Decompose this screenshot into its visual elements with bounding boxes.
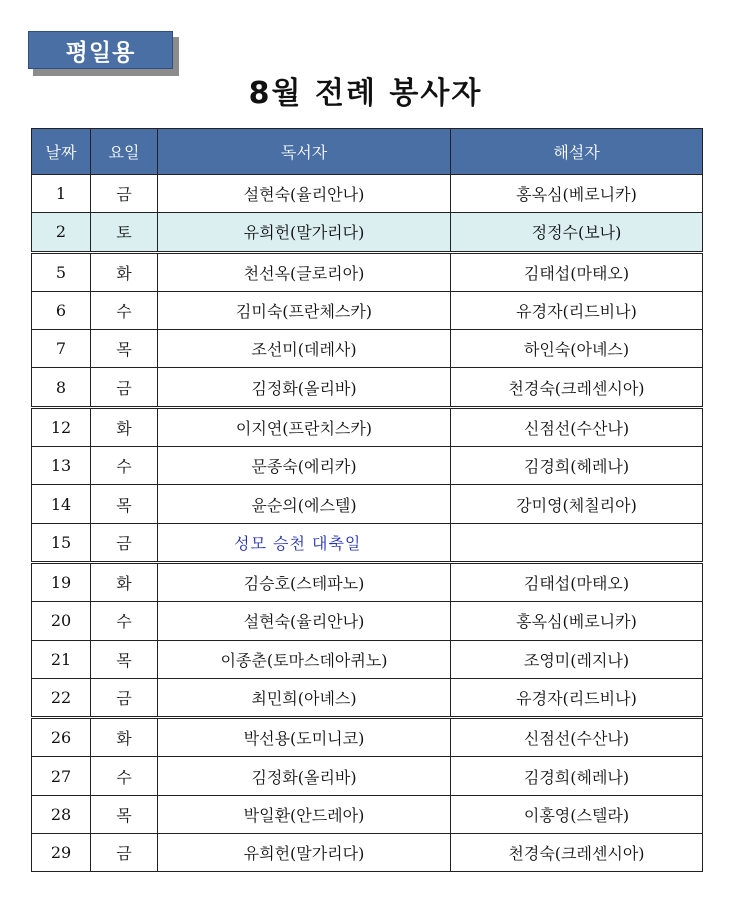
table-row [32,213,703,252]
commentator-cell: 신점선(수산나) [451,718,703,757]
reader-cell: 성모 승천 대축일 [158,523,451,562]
table-row [32,447,703,485]
table-row [32,640,703,678]
reader-cell: 설현숙(율리안나) [158,175,451,213]
commentator-cell: 유경자(리드비나) [451,678,703,717]
reader-cell: 유희헌(말가리다) [158,213,451,252]
page-title: 8월 전례 봉사자 [248,76,483,111]
reader-cell: 윤순의(에스텔) [158,485,451,523]
reader-cell: 천선옥(글로리아) [158,252,451,291]
date-cell: 20 [32,602,91,640]
table-row [32,678,703,717]
reader-cell: 유희헌(말가리다) [158,834,451,872]
reader-cell: 설현숙(율리안나) [158,602,451,640]
table-row [32,485,703,523]
date-cell: 19 [32,562,91,601]
table-row [32,562,703,601]
day-cell: 목 [91,485,158,523]
date-cell: 8 [32,368,91,407]
date-cell: 6 [32,291,91,329]
day-cell: 수 [91,291,158,329]
date-cell: 28 [32,795,91,833]
commentator-cell: 강미영(체칠리아) [451,485,703,523]
commentator-cell: 홍옥심(베로니카) [451,602,703,640]
reader-cell: 최민희(아녜스) [158,678,451,717]
table-row [32,757,703,795]
reader-cell: 박일환(안드레아) [158,795,451,833]
table-row [32,834,703,872]
date-cell: 13 [32,447,91,485]
header-date: 날짜 [32,129,91,175]
commentator-cell: 천경숙(크레센시아) [451,368,703,407]
date-cell: 29 [32,834,91,872]
day-cell: 금 [91,523,158,562]
commentator-cell: 김경희(헤레나) [451,447,703,485]
commentator-cell: 유경자(리드비나) [451,291,703,329]
day-cell: 금 [91,678,158,717]
day-cell: 목 [91,330,158,368]
date-cell: 22 [32,678,91,717]
weekday-badge: 평일용 [28,31,173,69]
reader-cell: 김미숙(프란체스카) [158,291,451,329]
reader-cell: 김승호(스테파노) [158,562,451,601]
commentator-cell: 조영미(레지나) [451,640,703,678]
table-row [32,795,703,833]
date-cell: 14 [32,485,91,523]
table-header-row [32,129,703,175]
day-cell: 토 [91,213,158,252]
day-cell: 금 [91,175,158,213]
date-cell: 12 [32,407,91,446]
table-row [32,330,703,368]
day-cell: 수 [91,447,158,485]
commentator-cell: 이홍영(스텔라) [451,795,703,833]
date-cell: 5 [32,252,91,291]
commentator-cell: 정정수(보나) [451,213,703,252]
date-cell: 21 [32,640,91,678]
date-cell: 7 [32,330,91,368]
commentator-cell: 신점선(수산나) [451,407,703,446]
table-row [32,407,703,446]
day-cell: 화 [91,718,158,757]
day-cell: 화 [91,252,158,291]
reader-cell: 이지연(프란치스카) [158,407,451,446]
header-commentator: 해설자 [451,129,703,175]
day-cell: 목 [91,640,158,678]
commentator-cell: 홍옥심(베로니카) [451,175,703,213]
table-row [32,523,703,562]
commentator-cell: 하인숙(아녜스) [451,330,703,368]
day-cell: 목 [91,795,158,833]
reader-cell: 김정화(올리바) [158,368,451,407]
date-cell: 2 [32,213,91,252]
day-cell: 수 [91,602,158,640]
commentator-cell: 김경희(헤레나) [451,757,703,795]
date-cell: 1 [32,175,91,213]
date-cell: 26 [32,718,91,757]
table-row [32,368,703,407]
table-row [32,175,703,213]
day-cell: 수 [91,757,158,795]
reader-cell: 조선미(데레사) [158,330,451,368]
commentator-cell: 김태섭(마태오) [451,252,703,291]
commentator-cell: 천경숙(크레센시아) [451,834,703,872]
reader-cell: 박선용(도미니코) [158,718,451,757]
day-cell: 금 [91,368,158,407]
reader-cell: 이종춘(토마스데아퀴노) [158,640,451,678]
header-day: 요일 [91,129,158,175]
table-row [32,291,703,329]
reader-cell: 문종숙(에리카) [158,447,451,485]
table-row [32,252,703,291]
header-reader: 독서자 [158,129,451,175]
date-cell: 27 [32,757,91,795]
table-row [32,718,703,757]
table-row [32,602,703,640]
commentator-cell [451,523,703,562]
commentator-cell: 김태섭(마태오) [451,562,703,601]
day-cell: 화 [91,407,158,446]
day-cell: 금 [91,834,158,872]
schedule-table [31,128,703,872]
reader-cell: 김정화(올리바) [158,757,451,795]
day-cell: 화 [91,562,158,601]
date-cell: 15 [32,523,91,562]
